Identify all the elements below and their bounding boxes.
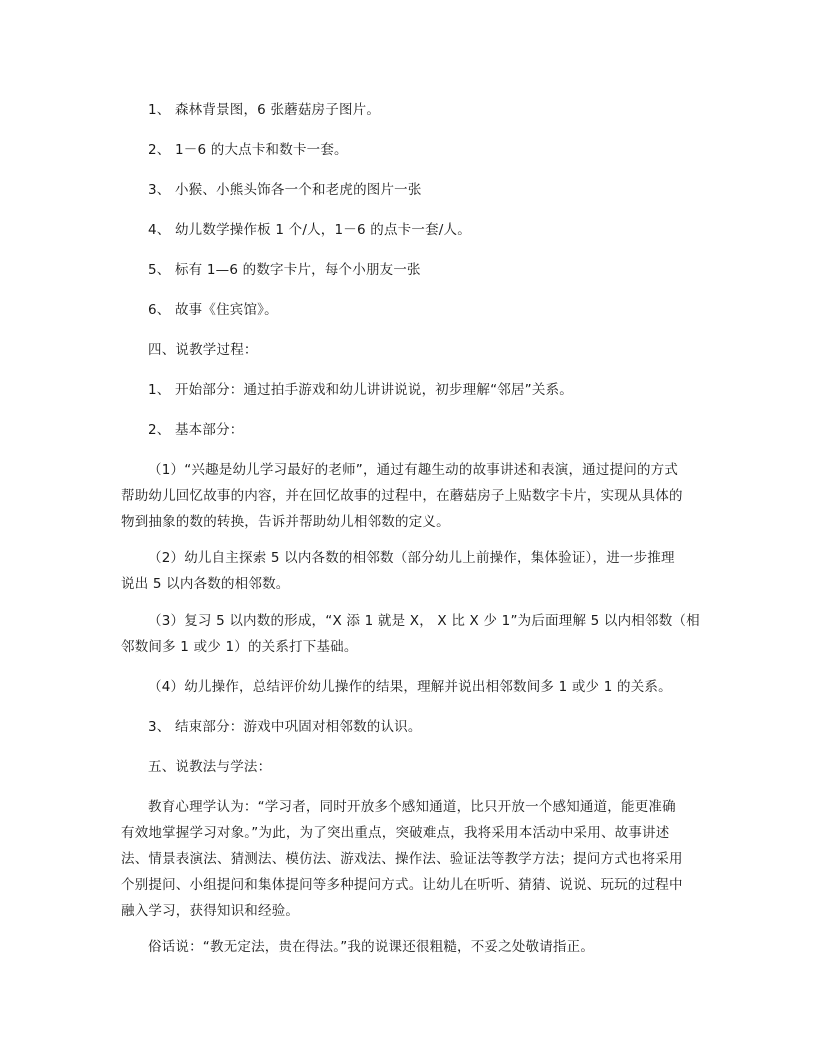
paragraph-line: 有效地掌握学习对象。”为此，为了突出重点，突破难点，我将采用本活动中采用、故事讲述	[121, 825, 670, 841]
process-step: 2、 基本部分：	[148, 422, 244, 438]
paragraph-line: （2）幼儿自主探索 5 以内各数的相邻数（部分幼儿上前操作，集体验证），进一步推理	[148, 550, 675, 566]
material-item: 6、 故事《住宾馆》。	[148, 302, 278, 318]
paragraph-line: 邻数间多 1 或少 1）的关系打下基础。	[121, 639, 358, 655]
section-heading: 四、说教学过程：	[148, 342, 258, 358]
material-item: 2、 1－6 的大点卡和数卡一套。	[148, 142, 348, 158]
material-item: 3、 小猴、小熊头饰各一个和老虎的图片一张	[148, 182, 422, 198]
paragraph-line: 说出 5 以内各数的相邻数。	[121, 576, 290, 592]
paragraph-line: 教育心理学认为：“学习者，同时开放多个感知通道，比只开放一个感知通道，能更准确	[148, 799, 676, 815]
section-heading: 五、说教法与学法：	[148, 759, 272, 775]
material-item: 4、 幼儿数学操作板 1 个/人，1－6 的点卡一套/人。	[148, 222, 471, 238]
paragraph-line: （3）复习 5 以内数的形成，“X 添 1 就是 X， X 比 X 少 1”为后面理解 5 以内相邻数（相	[148, 613, 700, 629]
paragraph-line: 个别提问、小组提问和集体提问等多种提问方式。让幼儿在听听、猜猜、说说、玩玩的过程中	[121, 877, 683, 893]
paragraph-line: （1）“兴趣是幼儿学习最好的老师”，通过有趣生动的故事讲述和表演，通过提问的方式	[148, 462, 679, 478]
material-item: 1、 森林背景图，6 张蘑菇房子图片。	[148, 102, 381, 118]
paragraph-line: （4）幼儿操作，总结评价幼儿操作的结果，理解并说出相邻数间多 1 或少 1 的关系。	[148, 679, 672, 695]
paragraph-line: 融入学习，获得知识和经验。	[121, 903, 300, 919]
paragraph-line: 法、情景表演法、猜测法、模仿法、游戏法、操作法、验证法等教学方法；提问方式也将采用	[121, 851, 683, 867]
paragraph-line: 物到抽象的数的转换，告诉并帮助幼儿相邻数的定义。	[121, 514, 450, 530]
closing-paragraph: 俗话说：“教无定法，贵在得法。”我的说课还很粗糙，不妥之处敬请指正。	[148, 939, 595, 955]
process-step: 1、 开始部分：通过拍手游戏和幼儿讲讲说说，初步理解“邻居”关系。	[148, 382, 573, 398]
paragraph-line: 帮助幼儿回忆故事的内容，并在回忆故事的过程中，在蘑菇房子上贴数字卡片，实现从具体的	[121, 488, 683, 504]
material-item: 5、 标有 1—6 的数字卡片，每个小朋友一张	[148, 262, 421, 278]
process-step: 3、 结束部分：游戏中巩固对相邻数的认识。	[148, 719, 422, 735]
